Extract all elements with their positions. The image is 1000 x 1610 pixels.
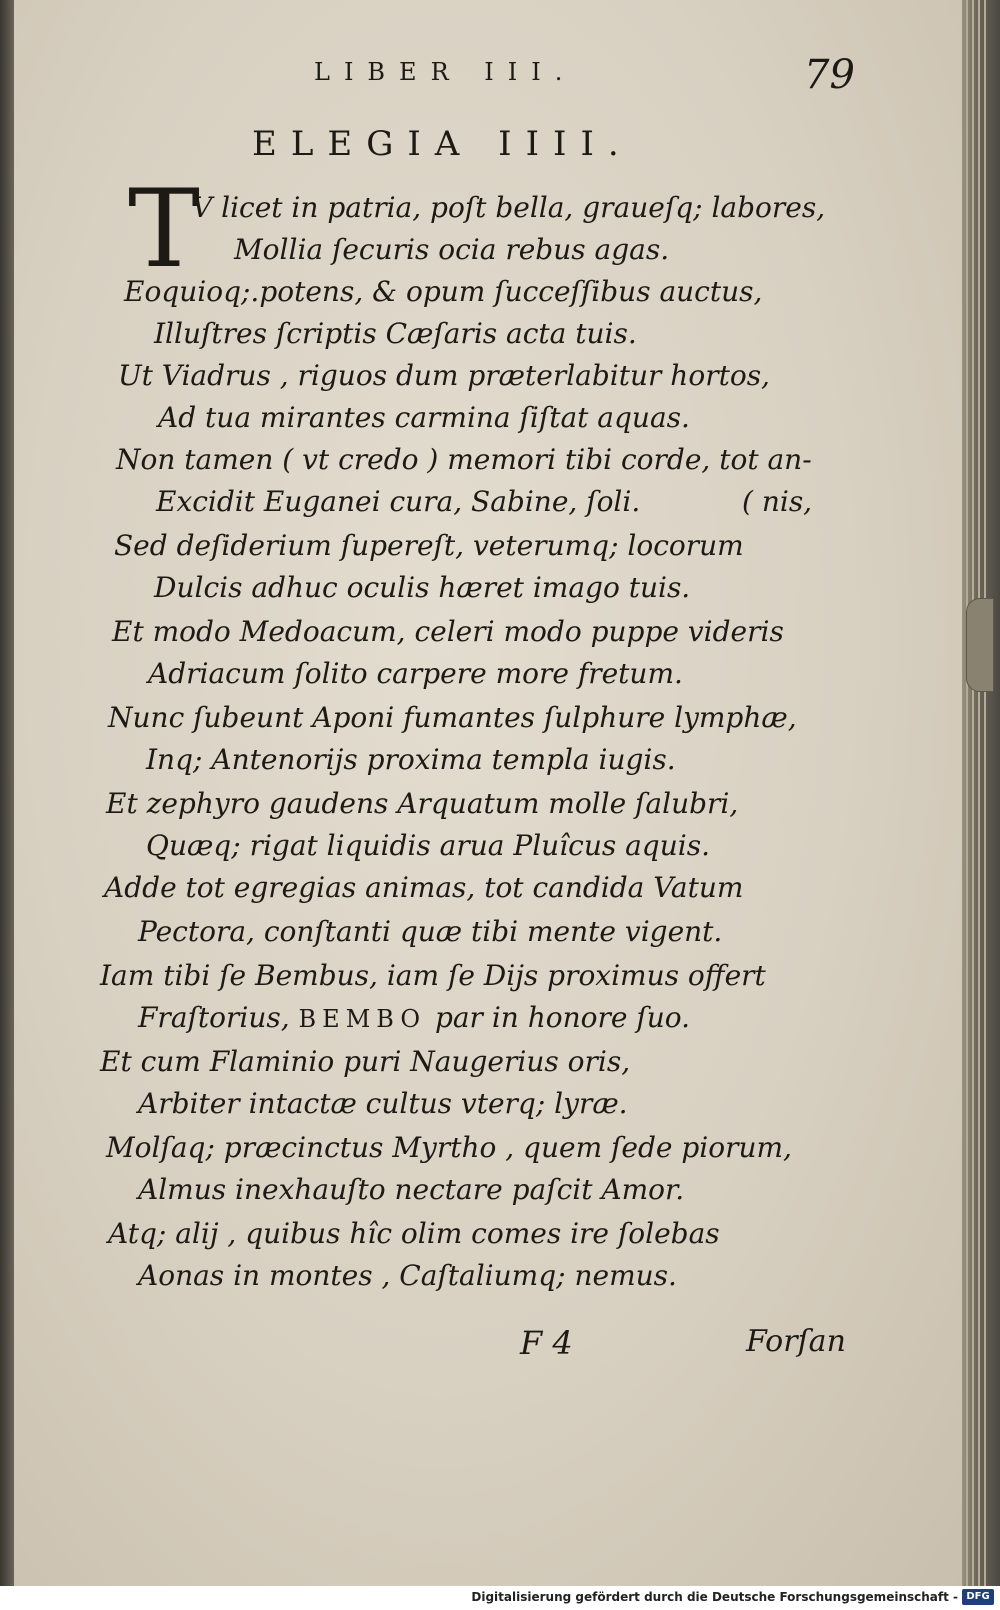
verse-line-26: Aonas in montes , Caſtaliumq; nemus.	[138, 1259, 677, 1292]
verse-line-10: Dulcis adhuc oculis hæret imago tuis.	[154, 571, 691, 604]
verse-line-7: Non tamen ( vt credo ) memori tibi corde, tot an-	[116, 443, 812, 476]
verse-line-24: Almus inexhauſto nectare paſcit Amor.	[138, 1173, 685, 1206]
verse-line-23: Molſaq; præcinctus Myrtho , quem ſede piorum,	[106, 1131, 792, 1164]
verse-line-21: Et cum Flaminio puri Naugerius oris,	[100, 1045, 631, 1078]
leaf-edge	[966, 0, 968, 1586]
catchword: Forſan	[746, 1324, 846, 1359]
verse-line-18: Pectora, conſtanti quæ tibi mente vigent.	[138, 915, 723, 948]
verse-line-14: Inq; Antenorijs proxima templa iugis.	[146, 743, 676, 776]
verse-line-8: Excidit Euganei cura, Sabine, ſoli.	[156, 485, 641, 518]
drop-cap: T	[128, 167, 201, 292]
verse-line-25: Atq; alij , quibus hîc olim comes ire ſolebas	[108, 1217, 720, 1250]
line20-tail: par in honore ſuo.	[434, 1001, 691, 1034]
verse-line-17: Adde tot egregias animas, tot candida Vatum	[104, 871, 744, 904]
verse-line-15: Et zephyro gaudens Arquatum molle ſalubri,	[106, 787, 739, 820]
verse-line-4: Illuſtres ſcriptis Cæſaris acta tuis.	[154, 317, 637, 350]
verse-line-22: Arbiter intactæ cultus vterq; lyræ.	[138, 1087, 628, 1120]
leaf-edge	[978, 0, 980, 1586]
leaf-edge	[972, 0, 974, 1586]
running-head: LIBER III.	[314, 58, 577, 86]
verse-line-12: Adriacum ſolito carpere more fretum.	[148, 657, 683, 690]
poem-title: ELEGIA IIII.	[252, 124, 633, 164]
turnover-line: ( nis,	[742, 485, 813, 518]
verse-line-16: Quæq; rigat liquidis arua Pluîcus aquis.	[146, 829, 710, 862]
verse-line-1: V licet in patria, poſt bella, graueſq; labores,	[192, 191, 826, 224]
fracastorius-name: Fraſtorius,	[138, 1001, 290, 1034]
verse-line-2: Mollia ſecuris ocia rebus agas.	[234, 233, 670, 266]
credit-bar	[0, 1586, 1000, 1610]
book-gutter	[0, 0, 14, 1586]
dfg-logo-icon: DFG	[962, 1589, 994, 1605]
verse-line-5: Ut Viadrus , riguos dum præterlabitur hortos,	[118, 359, 770, 392]
verse-line-19: Iam tibi ſe Bembus, iam ſe Dijs proximus offert	[100, 959, 766, 992]
verse-line-9: Sed deſiderium ſupereſt, veterumq; locorum	[114, 529, 744, 562]
page-tab-marker	[966, 598, 994, 692]
page-fore-edge	[962, 0, 1000, 1586]
leaf-edge	[984, 0, 986, 1586]
verse-line-11: Et modo Medoacum, celeri modo puppe videris	[112, 615, 784, 648]
page-number: 79	[804, 52, 855, 98]
verse-line-13: Nunc ſubeunt Aponi fumantes ſulphure lymphæ,	[108, 701, 797, 734]
verse-line-20	[138, 998, 690, 1039]
signature-mark: F 4	[520, 1324, 573, 1362]
bembo-name: BEMBO	[298, 1005, 427, 1033]
verse-line-3: Eoquioq;.potens, & opum ſucceſſibus auctus,	[124, 275, 763, 308]
verse-line-6: Ad tua mirantes carmina ſiſtat aquas.	[158, 401, 690, 434]
book-page	[14, 0, 962, 1586]
credit-text: Digitalisierung gefördert durch die Deutsche Forschungsgemeinschaft -	[471, 1590, 958, 1604]
